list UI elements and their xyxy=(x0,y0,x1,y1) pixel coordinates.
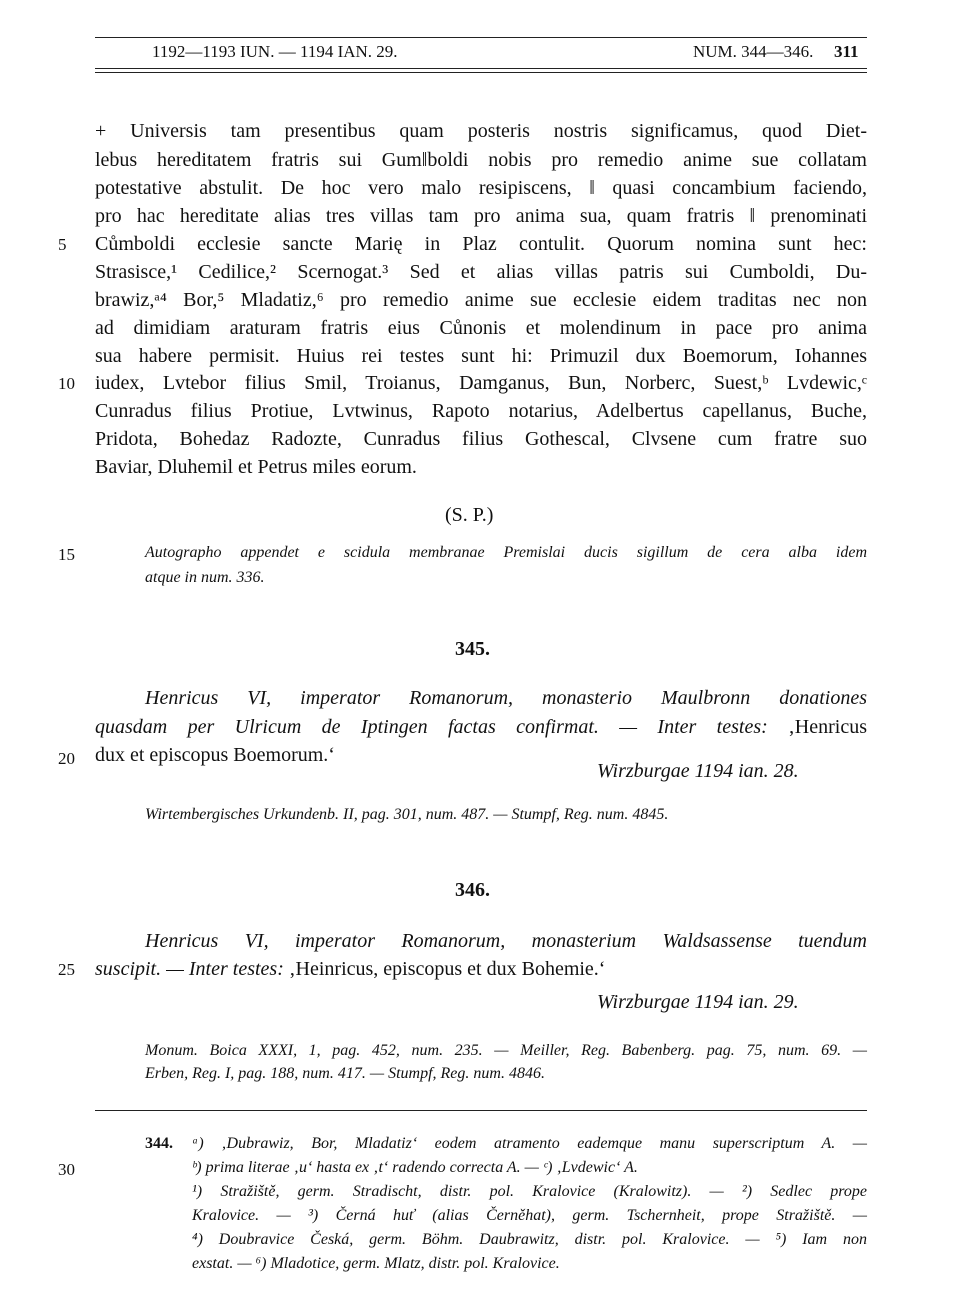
archival-note xyxy=(145,544,867,562)
text-line: Cunradus filius Protiue, Lvtwinus, Rapoto notarius, Adelbertus capellanus, Buche, xyxy=(95,400,867,422)
text-line: brawiz,ᵃ⁴ Bor,⁵ Mladatiz,⁶ pro remedio anime sue ecclesie eidem traditas nec non xyxy=(95,289,867,311)
source-345: Wirtembergisches Urkundenb. II, pag. 301, num. 487. — Stumpf, Reg. num. 4845. xyxy=(145,806,669,823)
header-num-range: NUM. 344—346. xyxy=(693,42,814,61)
footnote-line: exstat. — ⁶) Mladotice, germ. Mlatz, distr. pol. Kralovice. xyxy=(192,1255,560,1272)
footnote-line: ⁴) Doubravice Česká, germ. Böhm. Daubrawitz, distr. pol. Kralovice. — ⁵) Iam non xyxy=(192,1231,867,1248)
footnote-label: 344. xyxy=(145,1135,173,1152)
archival-note-line: Autographo appendet e scidula membranae Premislai ducis sigillum de cera alba idem xyxy=(145,544,867,561)
source-346-line: Erben, Reg. I, pag. 188, num. 417. — Stumpf, Reg. num. 4846. xyxy=(145,1065,545,1082)
footnote-line: ¹) Stražiště, germ. Stradischt, distr. pol. Kralovice (Kralowitz). — ²) Sedlec prope xyxy=(192,1183,867,1200)
header-rule-bottom-2 xyxy=(95,72,867,73)
regest-345-line: dux et episcopus Boemorum.‘ xyxy=(95,744,335,766)
document-number-346: 346. xyxy=(455,879,490,901)
footnote-line: ᵇ) prima literae ‚u‘ hasta ex ‚t‘ radendo correcta A. — ᶜ) ‚Lvdewic‘ A. xyxy=(192,1159,638,1176)
header-date-range: 1192—1193 IUN. — 1194 IAN. 29. xyxy=(152,42,398,61)
text-line: ad dimidiam araturam fratris eius Cůnonis et molendinum in pace pro anima xyxy=(95,317,867,339)
text-line: iudex, Lvtebor filius Smil, Troianus, Damganus, Bun, Norberc, Suest,ᵇ Lvdewic,ᶜ xyxy=(95,372,867,394)
footnote-divider xyxy=(95,1110,867,1111)
text-line: lebus hereditatem fratris sui Gum‖boldi nobis pro remedio anime sue collatam xyxy=(95,149,867,171)
text-line: + Universis tam presentibus quam posteris nostris significamus, quod Diet- xyxy=(95,120,867,142)
text-line: potestative abstulit. De hoc vero malo resipiscens, ‖ quasi concambium faciendo, xyxy=(95,177,867,199)
text-line: Strasisce,¹ Cedilice,² Scernogat.³ Sed et alias villas patris sui Cumboldi, Du- xyxy=(95,261,867,283)
line-number: 30 xyxy=(58,1160,75,1179)
date-place-345: Wirzburgae 1194 ian. 28. xyxy=(597,760,799,782)
header-rule-bottom-1 xyxy=(95,68,867,69)
date-place-346: Wirzburgae 1194 ian. 29. xyxy=(597,991,799,1013)
line-number: 5 xyxy=(58,235,67,254)
text-line: pro hac hereditate alias tres villas tam pro anima sua, quam fratris ‖ prenominati xyxy=(95,205,867,227)
seal-mark: (S. P.) xyxy=(445,504,494,526)
line-number: 15 xyxy=(58,545,75,564)
regest-345-line: Henricus VI, imperator Romanorum, monasterio Maulbronn donationes xyxy=(145,687,867,709)
line-number: 10 xyxy=(58,374,75,393)
text-line: sua habere permisit. Huius rei testes sunt hi: Primuzil dux Boemorum, Iohannes xyxy=(95,345,867,367)
regest-345-line: quasdam per Ulricum de Iptingen factas confirmat. — Inter testes: ‚Henricus xyxy=(95,716,867,738)
footnote-line: ᵃ) ‚Dubrawiz, Bor, Mladatiz‘ eodem atramento eademque manu superscriptum A. — xyxy=(192,1135,867,1152)
regest-346-line: suscipit. — Inter testes: ‚Heinricus, episcopus et dux Bohemie.‘ xyxy=(95,958,606,980)
text-line: Baviar, Dluhemil et Petrus miles eorum. xyxy=(95,456,417,478)
archival-note-line: atque in num. 336. xyxy=(145,569,265,586)
line-number: 20 xyxy=(58,749,75,768)
line-number: 25 xyxy=(58,960,75,979)
text-line: Cůmboldi ecclesie sancte Marię in Plaz contulit. Quorum nomina sunt hec: xyxy=(95,233,867,255)
text-line: Pridota, Bohedaz Radozte, Cunradus filius Gothescal, Clvsene cum fratre suo xyxy=(95,428,867,450)
document-number-345: 345. xyxy=(455,638,490,660)
page-number: 311 xyxy=(834,42,859,61)
source-346-line: Monum. Boica XXXI, 1, pag. 452, num. 235. — Meiller, Reg. Babenberg. pag. 75, num. 69. — xyxy=(145,1042,867,1059)
footnote-line: Kralovice. — ³) Černá huť (alias Černěhat), germ. Tschernheit, prope Stražiště. — xyxy=(192,1207,867,1224)
regest-346-line: Henricus VI, imperator Romanorum, monasterium Waldsassense tuendum xyxy=(145,930,867,952)
header-rule-top xyxy=(95,37,867,38)
